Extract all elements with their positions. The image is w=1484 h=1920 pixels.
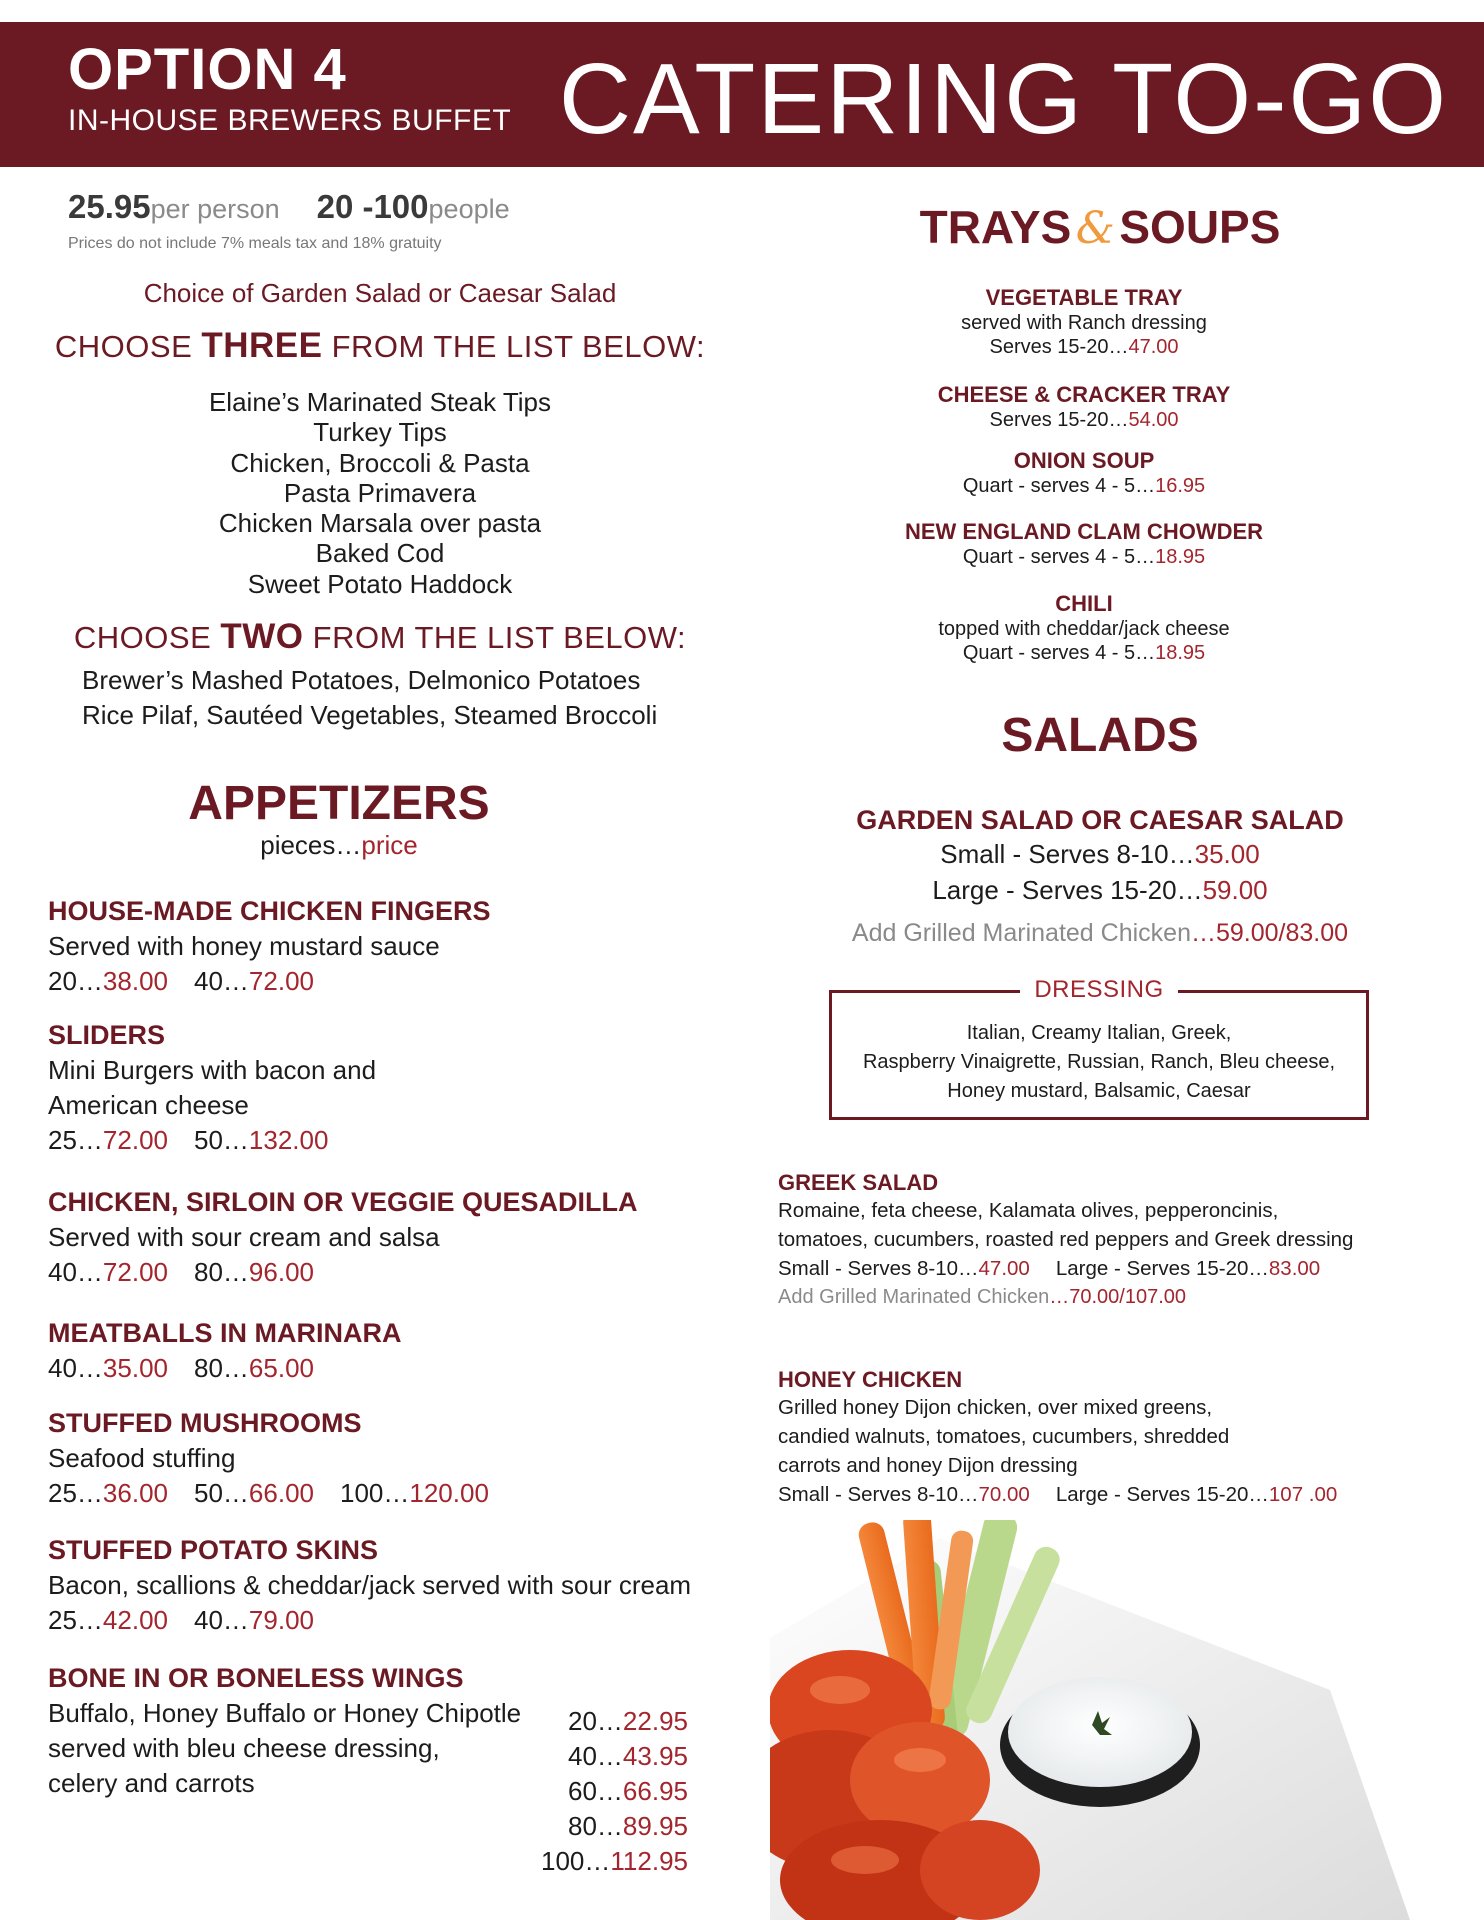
price-value: 120.00 (409, 1478, 489, 1508)
soup-clam-chowder (780, 519, 1388, 569)
dressing-box (829, 976, 1369, 1120)
salad-small (780, 836, 1420, 872)
salad-honey-chicken (778, 1367, 1337, 1509)
price-qty: 50… (194, 1478, 249, 1508)
dressing-list (832, 1019, 1366, 1106)
serving-text: Large - Serves 15-20… (1055, 1483, 1269, 1506)
tray-cheese-cracker (780, 382, 1388, 432)
appetizer-title: STUFFED POTATO SKINS (48, 1535, 379, 1565)
list-item: Honey mustard, Balsamic, Caesar (947, 1080, 1251, 1102)
ampersand-icon: & (1075, 203, 1115, 254)
price-row (480, 1704, 688, 1739)
price-qty: 80… (194, 1257, 249, 1287)
price-qty: 40… (194, 966, 249, 996)
appetizer-desc: Buffalo, Honey Buffalo or Honey Chipotle (48, 1698, 522, 1728)
dressing-label: DRESSING (1020, 976, 1177, 1003)
tray-title: VEGETABLE TRAY (985, 285, 1183, 310)
price-value: 89.95 (622, 1811, 688, 1841)
tray-title: NEW ENGLAND CLAM CHOWDER (904, 519, 1264, 544)
wings-plate-photo (770, 1520, 1484, 1920)
price-value: 36.00 (102, 1478, 168, 1508)
price-qty: 80… (194, 1353, 249, 1383)
appetizer-title: MEATBALLS IN MARINARA (48, 1318, 402, 1348)
serving-text: Large - Serves 15-20… (1055, 1257, 1269, 1280)
price-value: 18.95 (1155, 642, 1206, 664)
salad-large (780, 872, 1420, 908)
price-value: 70.00 (978, 1483, 1030, 1506)
price-value: 79.00 (248, 1605, 314, 1635)
choose-two-post: FROM THE LIST BELOW: (303, 620, 687, 655)
appetizer-prices (48, 1123, 376, 1158)
price-value: 83.00 (1268, 1257, 1321, 1280)
price-value: 47.00 (1128, 336, 1179, 358)
tray-serving (780, 545, 1388, 569)
page-title: CATERING TO-GO (558, 43, 1448, 155)
appetizer-sliders (48, 1020, 376, 1158)
addon-text: Add Grilled Marinated Chicken (778, 1286, 1050, 1308)
price-row (480, 1739, 688, 1774)
salad-desc: tomatoes, cucumbers, roasted red peppers and Greek dressing (778, 1228, 1354, 1251)
list-item: Baked Cod (315, 538, 445, 569)
appetizer-prices (48, 1255, 638, 1290)
appetizers-heading: APPETIZERS (188, 777, 490, 830)
appetizer-stuffed-mushrooms (48, 1408, 489, 1511)
legend-price: price (361, 830, 418, 860)
price-value: 59.00 (1202, 875, 1268, 905)
price-qty: 20… (568, 1706, 623, 1736)
tray-title: CHILI (1055, 591, 1113, 616)
price-qty: 60… (568, 1776, 623, 1806)
appetizer-title: SLIDERS (48, 1020, 166, 1050)
salad-garden-caesar (780, 805, 1420, 951)
choose-two-bold: TWO (220, 617, 304, 656)
list-item: Sweet Potato Haddock (247, 568, 513, 599)
list-item: Chicken Marsala over pasta (218, 508, 542, 539)
price-qty: 40… (194, 1605, 249, 1635)
price-qty: 40… (48, 1257, 103, 1287)
salad-title: GREEK SALAD (778, 1170, 939, 1195)
list-item: Turkey Tips (313, 417, 447, 448)
appetizer-prices (48, 1476, 489, 1511)
appetizer-desc: Seafood stuffing (48, 1443, 236, 1473)
trays-heading-a: TRAYS (919, 201, 1072, 253)
price-value: 18.95 (1155, 546, 1206, 568)
appetizer-prices (48, 1603, 691, 1638)
price-value: 54.00 (1128, 409, 1179, 431)
salad-desc: carrots and honey Dijon dressing (778, 1454, 1078, 1477)
price-value: 47.00 (978, 1257, 1030, 1280)
appetizer-title: CHICKEN, SIRLOIN OR VEGGIE QUESADILLA (48, 1187, 638, 1217)
price-qty: 25… (48, 1478, 103, 1508)
choose-three-pre: CHOOSE (54, 329, 202, 364)
serving-text: Quart - serves 4 - 5… (962, 642, 1156, 664)
salad-addon (778, 1283, 1353, 1312)
serving-text: Serves 15-20… (989, 336, 1129, 358)
price-qty: 100… (340, 1478, 410, 1508)
buffet-price-unit: per person (150, 194, 280, 224)
appetizer-desc: Served with honey mustard sauce (48, 931, 440, 961)
appetizer-title: BONE IN OR BONELESS WINGS (48, 1663, 464, 1693)
price-value: 132.00 (248, 1125, 329, 1155)
tray-serving (780, 408, 1388, 432)
appetizer-desc: celery and carrots (48, 1768, 255, 1798)
list-item: Brewer’s Mashed Potatoes, Delmonico Potatoes (82, 665, 641, 695)
salad-title: HONEY CHICKEN (778, 1367, 963, 1392)
price-value: 96.00 (248, 1257, 314, 1287)
list-item: Rice Pilaf, Sautéed Vegetables, Steamed Broccoli (82, 700, 658, 730)
price-value: 66.00 (248, 1478, 314, 1508)
buffet-guests-unit: people (428, 194, 510, 224)
tray-vegetable (780, 285, 1388, 359)
appetizer-meatballs (48, 1318, 401, 1386)
addon-text: Add Grilled Marinated Chicken (851, 919, 1191, 947)
serving-text: Small - Serves 8-10… (940, 839, 1195, 869)
serving-text: Quart - serves 4 - 5… (962, 475, 1156, 497)
soup-chili (780, 591, 1388, 665)
price-value: 16.95 (1155, 475, 1206, 497)
appetizer-prices (48, 1351, 401, 1386)
price-value: 112.95 (610, 1846, 688, 1876)
appetizer-title: STUFFED MUSHROOMS (48, 1408, 362, 1438)
price-value: 35.00 (1194, 839, 1260, 869)
salad-choice: Choice of Garden Salad or Caesar Salad (143, 278, 617, 308)
price-value: 107 .00 (1268, 1483, 1338, 1506)
buffet-guests: 20 -100 (316, 188, 429, 225)
appetizers-legend (0, 830, 678, 861)
appetizer-desc: Bacon, scallions & cheddar/jack served with sour cream (48, 1570, 692, 1600)
price-qty: 20… (48, 966, 103, 996)
serving-text: Small - Serves 8-10… (778, 1257, 979, 1280)
price-value: 72.00 (248, 966, 314, 996)
buffet-price: 25.95 (68, 188, 151, 225)
price-value: 35.00 (102, 1353, 168, 1383)
choose-two-pre: CHOOSE (73, 620, 221, 655)
appetizer-chicken-fingers (48, 896, 491, 999)
appetizer-quesadilla (48, 1187, 638, 1290)
tray-serving (780, 335, 1388, 359)
salad-desc: candied walnuts, tomatoes, cucumbers, shredded (778, 1425, 1230, 1448)
price-value: 42.00 (102, 1605, 168, 1635)
list-item: Pasta Primavera (283, 477, 477, 508)
price-qty: 40… (568, 1741, 623, 1771)
trays-soups-heading (780, 200, 1420, 254)
tray-desc: topped with cheddar/jack cheese (938, 618, 1230, 640)
list-item: Italian, Creamy Italian, Greek, (966, 1022, 1232, 1044)
price-value: …59.00/83.00 (1190, 919, 1349, 947)
wing-prices (480, 1704, 688, 1879)
bleu-cheese-cup (1000, 1677, 1200, 1807)
tray-title: CHEESE & CRACKER TRAY (937, 382, 1231, 407)
soup-onion (780, 448, 1388, 498)
appetizer-desc: American cheese (48, 1090, 249, 1120)
sides-list (82, 663, 657, 733)
list-item: Elaine’s Marinated Steak Tips (208, 387, 552, 417)
choose-three-bold: THREE (201, 326, 323, 365)
list-item: Raspberry Vinaigrette, Russian, Ranch, Bleu cheese, (862, 1051, 1336, 1073)
price-qty: 100… (541, 1846, 611, 1876)
price-qty: 25… (48, 1125, 103, 1155)
serving-text: Quart - serves 4 - 5… (962, 546, 1156, 568)
entree-list (0, 387, 760, 599)
price-row (480, 1844, 688, 1879)
salad-addon (780, 915, 1420, 951)
buffet-price-line (68, 188, 510, 226)
tray-serving (780, 641, 1388, 665)
tray-serving (780, 474, 1388, 498)
price-qty: 80… (568, 1811, 623, 1841)
serving-text: Small - Serves 8-10… (778, 1483, 979, 1506)
price-qty: 25… (48, 1605, 103, 1635)
salad-sizes (778, 1480, 1337, 1509)
option-title: OPTION 4 (68, 37, 347, 102)
fine-print: Prices do not include 7% meals tax and 18% gratuity (68, 235, 442, 252)
salads-heading: SALADS (1001, 709, 1199, 762)
legend-pieces: pieces… (260, 830, 362, 860)
price-value: 72.00 (102, 1257, 168, 1287)
tray-title: ONION SOUP (1013, 448, 1155, 473)
appetizer-desc: Served with sour cream and salsa (48, 1222, 440, 1252)
price-value: 43.95 (622, 1741, 688, 1771)
price-qty: 50… (194, 1125, 249, 1155)
trays-heading-b: SOUPS (1119, 201, 1281, 253)
price-row (480, 1774, 688, 1809)
option-subtitle: IN-HOUSE BREWERS BUFFET (68, 104, 512, 137)
appetizer-wings (48, 1663, 521, 1801)
appetizer-potato-skins (48, 1535, 691, 1638)
price-value: …70.00/107.00 (1049, 1286, 1187, 1308)
header-banner (0, 22, 1484, 167)
salad-desc: Grilled honey Dijon chicken, over mixed greens, (778, 1396, 1213, 1419)
salad-title: GARDEN SALAD OR CAESAR SALAD (856, 805, 1344, 835)
choose-three-post: FROM THE LIST BELOW: (322, 329, 706, 364)
choose-three-heading (0, 326, 760, 366)
serving-text: Serves 15-20… (989, 409, 1129, 431)
appetizer-desc: served with bleu cheese dressing, (48, 1733, 440, 1763)
price-row (480, 1809, 688, 1844)
salad-desc: Romaine, feta cheese, Kalamata olives, pepperoncinis, (778, 1199, 1279, 1222)
price-value: 38.00 (102, 966, 168, 996)
salad-sizes (778, 1254, 1353, 1283)
tray-desc: served with Ranch dressing (961, 312, 1207, 334)
price-qty: 40… (48, 1353, 103, 1383)
serving-text: Large - Serves 15-20… (932, 875, 1203, 905)
price-value: 65.00 (248, 1353, 314, 1383)
appetizer-desc: Mini Burgers with bacon and (48, 1055, 377, 1085)
list-item: Chicken, Broccoli & Pasta (230, 447, 530, 478)
salad-greek (778, 1170, 1353, 1312)
appetizer-title: HOUSE-MADE CHICKEN FINGERS (48, 896, 491, 926)
price-value: 66.95 (622, 1776, 688, 1806)
choose-two-heading (0, 617, 760, 657)
price-value: 22.95 (622, 1706, 688, 1736)
appetizer-prices (48, 964, 491, 999)
price-value: 72.00 (102, 1125, 168, 1155)
